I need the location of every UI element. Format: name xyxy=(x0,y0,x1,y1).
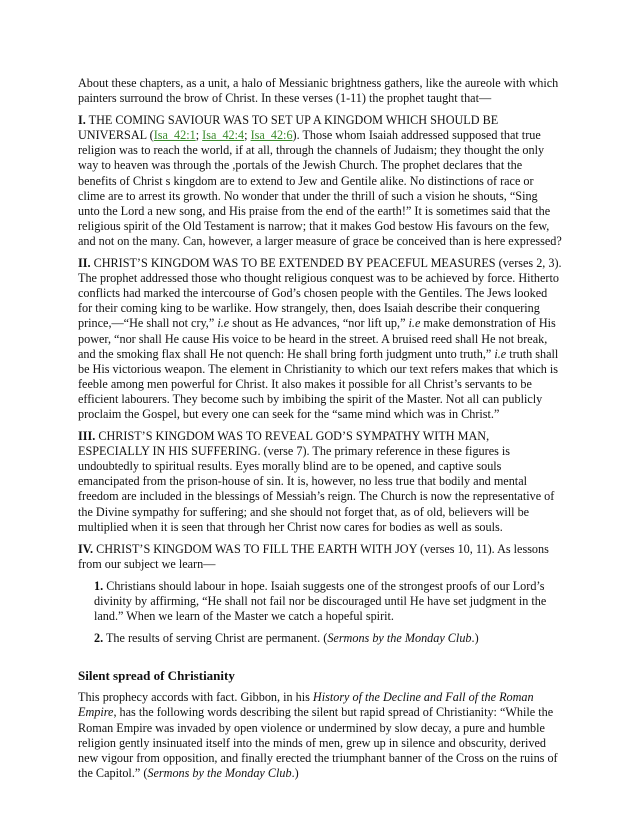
source-citation: Sermons by the Monday Club xyxy=(147,765,292,780)
point-2-text-c: make demonstration of His power, “nor shall He cause His voice to be heard in the street. A bruised reed shall He not break, and the smoking flax shall He not quench: He shall bring forth judgment unto truth,” xyxy=(78,316,556,361)
point-2-text-b: shout as He advances, “nor lift up,” xyxy=(229,316,409,331)
point-1-paragraph xyxy=(78,113,562,249)
scripture-link-isa-42-6[interactable]: Isa_42:6 xyxy=(250,128,293,143)
lesson-number: 2. xyxy=(94,631,104,646)
point-number: IV. xyxy=(78,541,94,556)
point-2-text-a: CHRIST’S KINGDOM WAS TO BE EXTENDED BY PEACEFUL MEASURES (verses 2, 3). The prophet addressed those who thought religious conquest was to be achieved by force. Hitherto conflicts had marked the intercourse of God’s chosen people with the Gentiles. The Jews looked for their coming king to be warlike. How strangely, then, does Isaiah describe their conquering prince,—“He shall not cry,” xyxy=(78,256,562,331)
lesson-1-paragraph xyxy=(94,579,562,624)
ie-abbrev: i.e xyxy=(217,316,230,331)
point-4-paragraph xyxy=(78,542,562,572)
separator: ; xyxy=(244,128,251,143)
intro-paragraph: About these chapters, as a unit, a halo of Messianic brightness gathers, like the aureole with which painters surround the brow of Christ. In these verses (1-11) the prophet taught that— xyxy=(78,76,559,106)
point-2-paragraph xyxy=(78,256,562,422)
point-1-body: ). Those whom Isaiah addressed supposed that true religion was to reach the world, if at all, through the channels of Judaism; they thought the only way to heaven was through the ,portals of the Jewish Church. The prophet declares that the benefits of Christ s kingdom are to extend to Jew and Gentile alike. No distinctions of race or clime are to arrest its growth. No wonder that under the thrill of such a vision he shouts, “Sing unto the Lord a new song, and His praise from the end of the earth!” It is sometimes said that the religious spirit of the Old Testament is narrow; that it makes God bestow His favours on the few, and not on the many. Can, however, a larger measure of grace be conceived than is here expressed? xyxy=(78,128,562,248)
lesson-2-paragraph xyxy=(94,631,562,646)
point-3-body: CHRIST’S KINGDOM WAS TO REVEAL GOD’S SYMPATHY WITH MAN, ESPECIALLY IN HIS SUFFERING. (verse 7). The primary reference in these figures is undoubtedly to spiritual results. Eyes morally blind are to be opened, and captive souls emancipated from the prison-house of sin. It is, however, no less true that bodily and mental freedom are included in the blessings of Messiah’s reign. The Church is now the representative of the Divine sympathy for suffering; and she should not forget that, as of old, believers will be multiplied when it is seen that through her Christ now cares for bodies as well as souls. xyxy=(78,429,555,534)
section-text-c: .) xyxy=(291,765,299,780)
section-paragraph xyxy=(78,690,562,781)
ie-abbrev: i.e xyxy=(408,316,421,331)
lesson-2-end: .) xyxy=(471,631,479,646)
point-2-text-d: truth shall be His victorious weapon. The element in Christianity to which our text refers makes that which is feeble among men powerful for Christ. It also makes it possible for all Christ’s servants to be efficient labourers. They become such by imbibing the spirit of the Master. Not all can publicly proclaim the Gospel, but every one can seek for the “same mind which was in Christ.” xyxy=(78,346,559,421)
scripture-link-isa-42-1[interactable]: Isa_42:1 xyxy=(153,128,196,143)
lesson-2-text: The results of serving Christ are permanent. ( xyxy=(103,631,328,646)
source-citation: Sermons by the Monday Club xyxy=(327,631,472,646)
document-page xyxy=(78,76,562,788)
section-text-a: This prophecy accords with fact. Gibbon, in his xyxy=(78,690,313,705)
lesson-1-body: Christians should labour in hope. Isaiah suggests one of the strongest proofs of our Lord’s divinity by affirming, “He shall not fail nor be discouraged until He have set judgment in the land.” When we learn of the Master we catch a hopeful spirit. xyxy=(94,578,547,624)
ie-abbrev: i.e xyxy=(494,346,507,361)
separator: ; xyxy=(195,128,203,143)
book-title: History of the Decline and Fall of the Roman Empire xyxy=(78,690,534,720)
point-number: III. xyxy=(78,429,96,444)
point-1-heading: THE COMING SAVIOUR WAS TO SET UP A KINGDOM WHICH SHOULD BE UNIVERSAL ( xyxy=(78,113,499,143)
point-number: II. xyxy=(78,256,91,271)
point-number: I. xyxy=(78,113,86,128)
point-3-paragraph xyxy=(78,429,562,535)
point-4-body: CHRIST’S KINGDOM WAS TO FILL THE EARTH WITH JOY (verses 10, 11). As lessons from our subject we learn— xyxy=(78,541,549,571)
section-text-b: , has the following words describing the silent but rapid spread of Christianity: “While the Roman Empire was invaded by open violence or undermined by slow decay, a pure and humble religion gently insinuated itself into the minds of men, grew up in silence and obscurity, derived new vigour from opposition, and finally erected the triumphant banner of the Cross on the ruins of the Capitol.” ( xyxy=(78,705,558,780)
scripture-link-isa-42-4[interactable]: Isa_42:4 xyxy=(202,128,245,143)
section-heading: Silent spread of Christianity xyxy=(78,668,235,684)
lesson-number: 1. xyxy=(94,578,104,593)
